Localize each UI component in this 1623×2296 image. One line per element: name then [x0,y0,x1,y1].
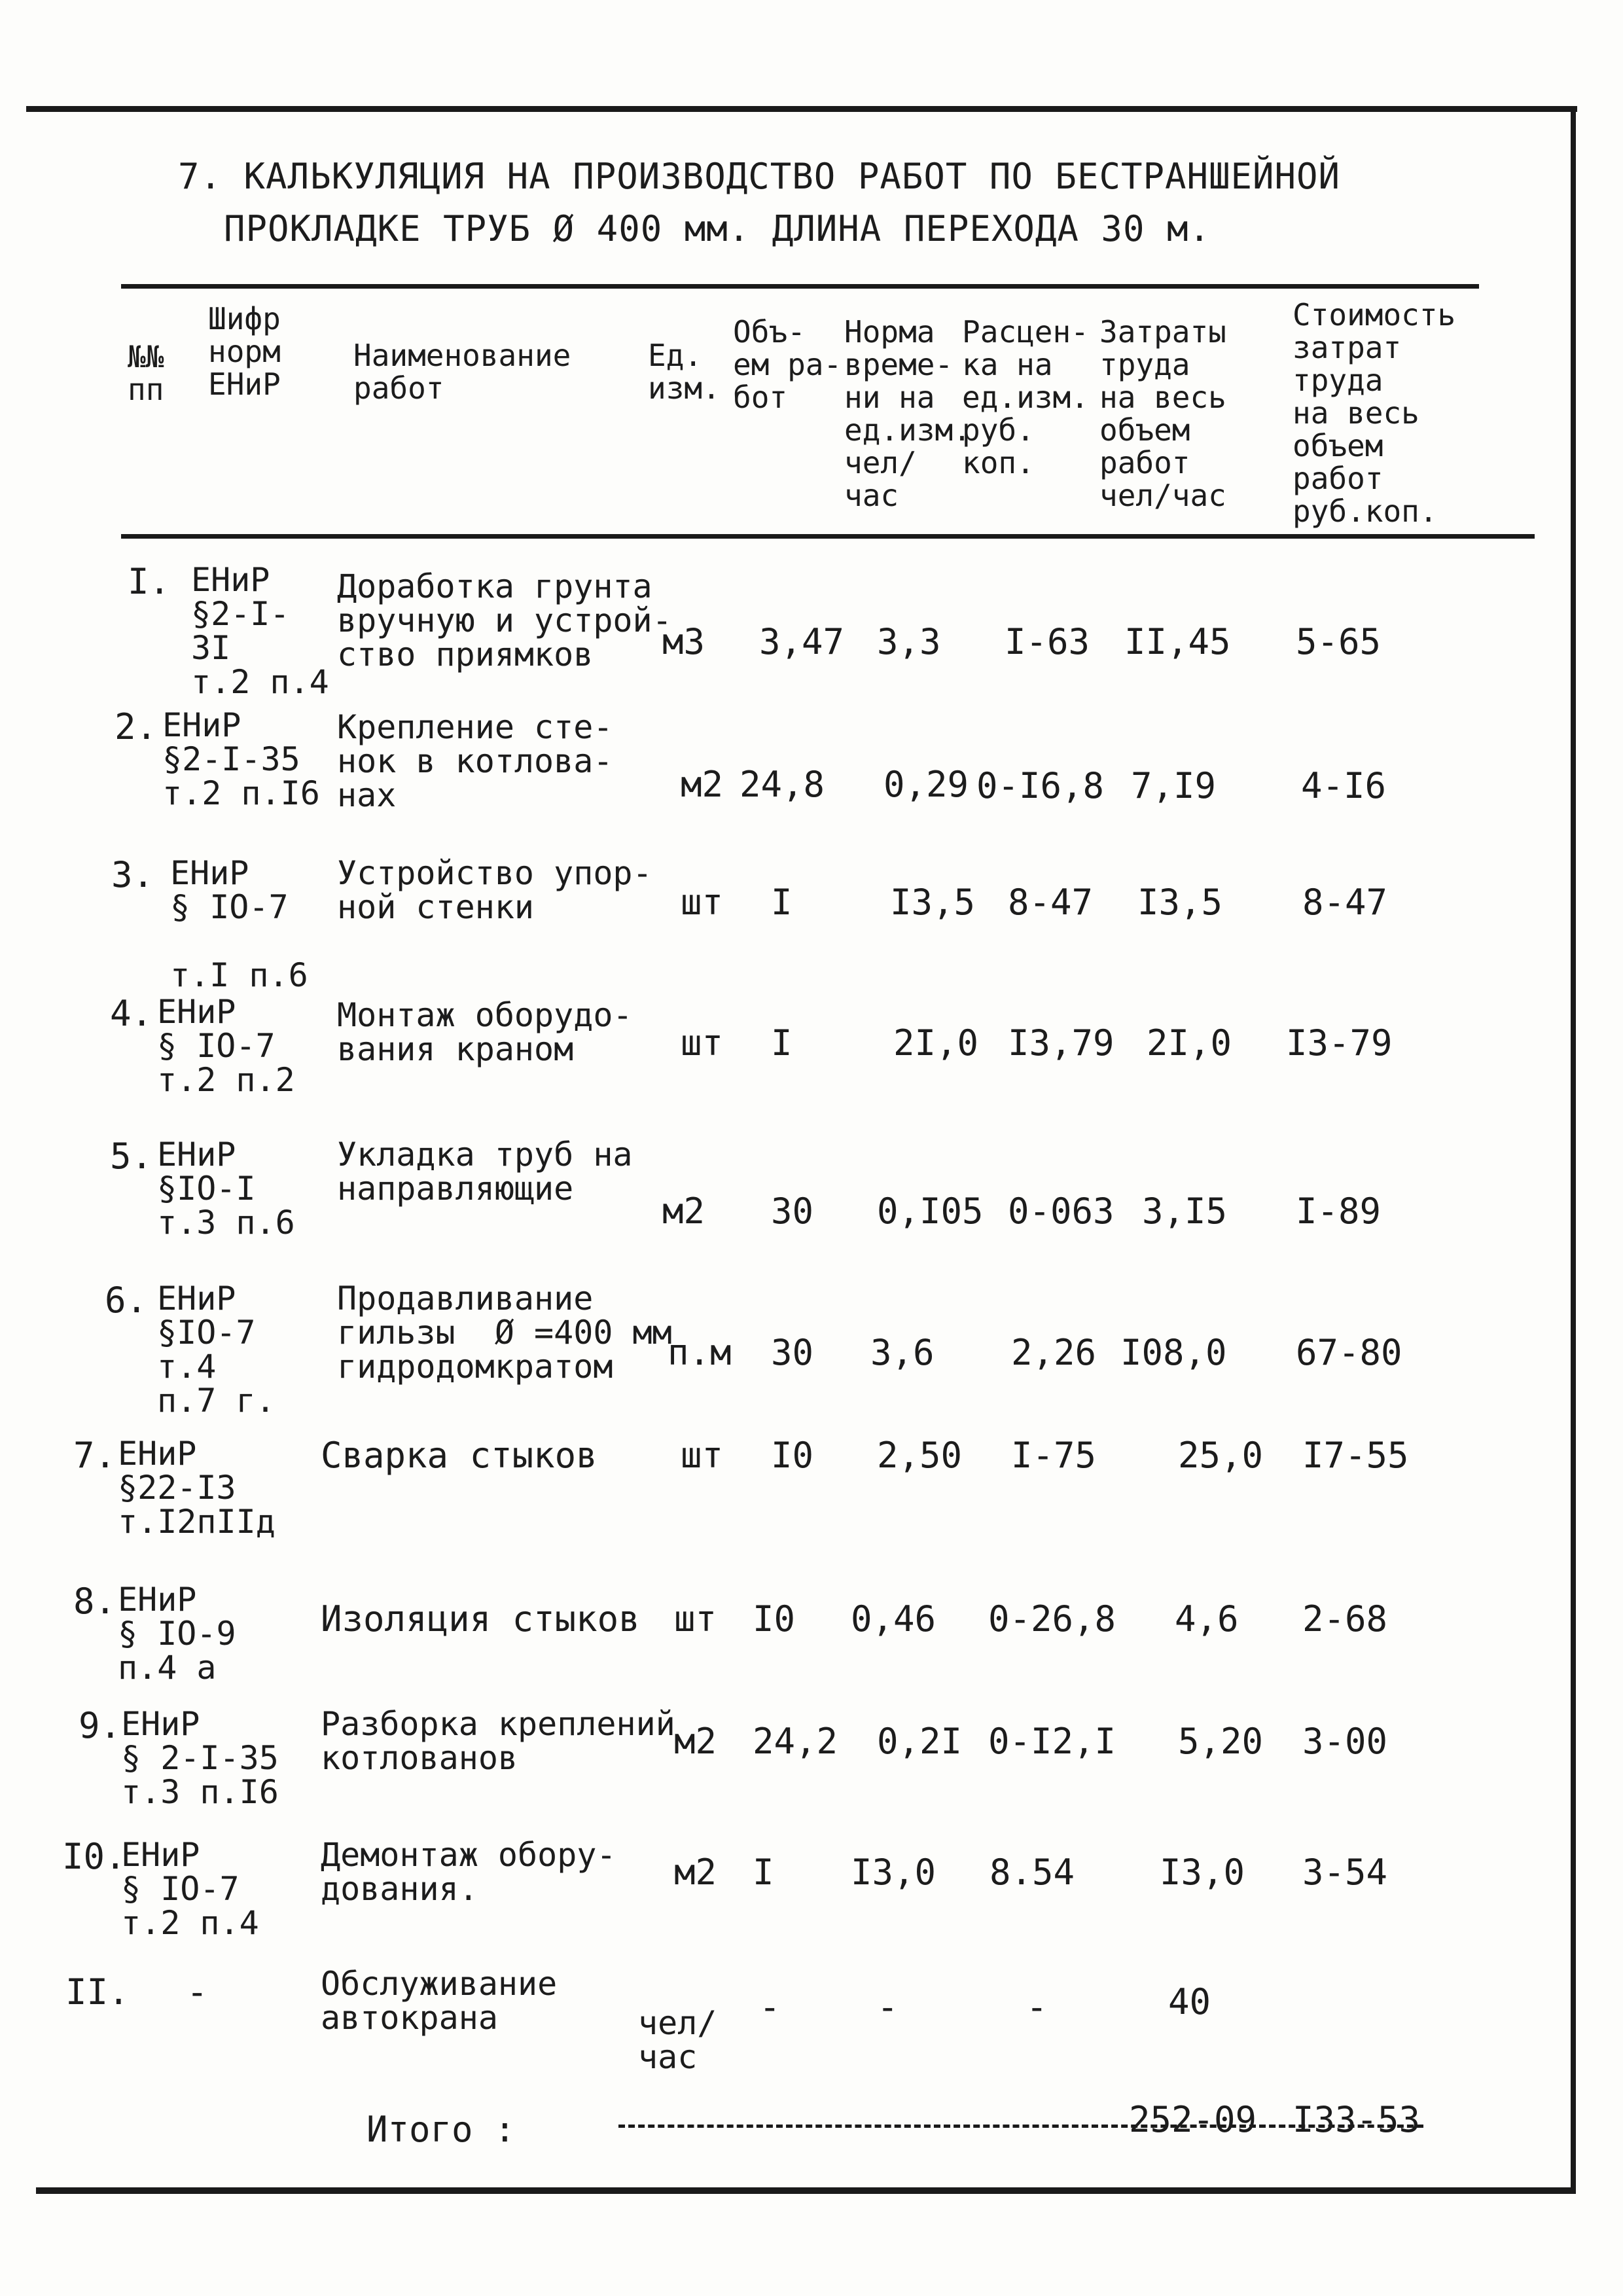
frame-top-border [26,106,1577,112]
row-6-cost: 67-80 [1296,1332,1402,1373]
row-1-rate: I-63 [1005,621,1090,662]
row-9-num: 9. [79,1705,122,1746]
row-4-norm: 2I,0 [893,1022,979,1064]
row-10-num: I0. [62,1836,126,1877]
row-9-cost: 3-00 [1302,1721,1388,1762]
row-2-norm: 0,29 [883,764,969,805]
header-labor: Затраты труда на весь объем работ чел/час [1099,314,1226,513]
row-9-norm: 0,2I [877,1721,963,1762]
row-3-name: Устройство упор- ной стенки [337,854,652,926]
row-2-code: ЕНиР §2-I-35 т.2 п.I6 [162,706,320,812]
row-6-rate: 2,26 [1011,1332,1097,1373]
header-bottom-rule [121,534,1535,539]
row-8-name: Изоляция стыков [321,1598,640,1640]
row-1-num: I. [128,561,171,602]
row-6-labor: I08,0 [1120,1332,1227,1373]
header-num: №№ пп [128,339,164,407]
row-5-labor: 3,I5 [1142,1191,1228,1232]
row-4-name: Монтаж оборудо- вания краном [337,996,633,1068]
row-9-code: ЕНиР § 2-I-35 т.3 п.I6 [121,1705,279,1811]
row-5-rate: 0-063 [1008,1191,1115,1232]
header-volume: Объ- ем ра- бот [733,314,842,415]
header-left-tick [121,536,160,539]
row-4-rate: I3,79 [1008,1022,1115,1064]
row-5-code: ЕНиР §IО-I т.3 п.6 [157,1136,295,1242]
row-1-code: ЕНиР §2-I- 3I т.2 п.4 [191,561,329,701]
total-labor: 252-09 [1129,2099,1257,2140]
row-11-code: - [187,1971,208,2013]
row-6-name: Продавливание гильзы Ø =400 мм гидродомкратом [337,1280,672,1386]
row-9-volume: 24,2 [753,1721,838,1762]
header-cost: Стоимость затрат труда на весь объем работ руб.коп. [1293,297,1456,529]
row-9-name: Разборка креплений котлованов [321,1705,675,1777]
title-line-2: ПРОКЛАДКЕ ТРУБ Ø 400 мм. ДЛИНА ПЕРЕХОДА 30 м. [224,208,1211,249]
row-4-cost: I3-79 [1286,1022,1393,1064]
row-10-labor: I3,0 [1160,1852,1245,1893]
row-2-rate: 0-I6,8 [976,765,1105,806]
row-10-norm: I3,0 [851,1852,936,1893]
row-4-volume: I [771,1022,793,1064]
row-3-rate: 8-47 [1008,882,1094,923]
row-3-num: 3. [111,854,154,895]
row-2-cost: 4-I6 [1301,765,1387,806]
row-5-norm: 0,I05 [877,1191,984,1232]
row-7-rate: I-75 [1011,1435,1097,1476]
title-line-1: 7. КАЛЬКУЛЯЦИЯ НА ПРОИЗВОДСТВО РАБОТ ПО БЕСТРАНШЕЙНОЙ [178,156,1341,197]
row-1-cost: 5-65 [1296,621,1382,662]
header-norm: Норма време- ни на ед.изм. чел/ час [844,314,971,513]
row-11-norm: - [877,1986,899,2028]
row-8-num: 8. [73,1581,116,1622]
row-8-labor: 4,6 [1175,1598,1239,1640]
row-3-cost: 8-47 [1302,882,1388,923]
row-3-volume: I [771,882,793,923]
row-11-rate: - [1026,1986,1048,2028]
header-rate: Расцен- ка на ед.изм. руб. коп. [962,314,1089,480]
row-2-name: Крепление сте- нок в котлова- нах [337,708,613,814]
row-2-labor: 7,I9 [1131,765,1217,806]
header-code: Шифр норм ЕНиР [208,301,281,402]
row-7-unit: шт [681,1435,724,1476]
header-name: Наименование работ [353,338,571,406]
row-1-norm: 3,3 [877,621,941,662]
total-cost: I33-53 [1293,2099,1421,2140]
row-5-name: Укладка труб на направляющие [337,1136,633,1208]
row-6-norm: 3,6 [870,1332,935,1373]
row-8-code: ЕНиР § IО-9 п.4 а [118,1581,236,1687]
row-10-unit: м2 [674,1852,717,1893]
row-3-labor: I3,5 [1137,882,1223,923]
row-11-num: II. [65,1971,130,2013]
row-4-num: 4. [110,993,153,1034]
row-5-unit: м2 [662,1191,705,1232]
row-5-volume: 30 [771,1191,814,1232]
row-4-labor: 2I,0 [1147,1022,1232,1064]
row-10-rate: 8.54 [990,1852,1075,1893]
row-8-volume: I0 [753,1598,796,1640]
row-8-cost: 2-68 [1302,1598,1388,1640]
row-6-num: 6. [105,1280,148,1321]
row-8-norm: 0,46 [851,1598,936,1640]
row-6-volume: 30 [771,1332,814,1373]
row-7-norm: 2,50 [877,1435,963,1476]
row-7-volume: I0 [771,1435,814,1476]
row-2-unit: м2 [681,764,724,805]
row-9-labor: 5,20 [1178,1721,1264,1762]
row-3-code: ЕНиР § IО-7 т.I п.6 [170,854,308,994]
row-2-volume: 24,8 [740,764,825,805]
total-label: Итого : [366,2109,516,2150]
row-1-labor: II,45 [1124,621,1231,662]
row-11-name: Обслуживание автокрана [321,1965,558,2037]
row-10-code: ЕНиР § IО-7 т.2 п.4 [121,1836,259,1942]
row-10-volume: I [753,1852,774,1893]
frame-bottom-border [36,2187,1574,2194]
header-unit: Ед. изм. [648,338,721,406]
row-7-code: ЕНиР §22-I3 т.I2пIIд [118,1435,276,1541]
row-7-labor: 25,0 [1178,1435,1264,1476]
row-2-num: 2. [115,706,158,747]
row-10-name: Демонтаж обору- дования. [321,1836,616,1908]
row-7-num: 7. [73,1435,116,1476]
row-4-code: ЕНиР § IО-7 т.2 п.2 [157,993,295,1099]
row-9-unit: м2 [674,1721,717,1762]
frame-right-border [1571,106,1576,2194]
row-7-cost: I7-55 [1302,1435,1409,1476]
row-7-name: Сварка стыков [321,1435,597,1476]
row-3-norm: I3,5 [890,882,976,923]
row-1-name: Доработка грунта вручную и устрой- ство приямков [337,567,672,673]
row-10-cost: 3-54 [1302,1852,1388,1893]
header-top-rule [121,284,1479,289]
row-1-unit: м3 [662,621,705,662]
row-5-num: 5. [110,1136,153,1177]
row-8-rate: 0-26,8 [988,1598,1116,1640]
row-11-volume: - [759,1986,781,2028]
row-9-rate: 0-I2,I [988,1721,1116,1762]
row-6-unit: п.м [668,1332,732,1373]
row-11-labor: 40 [1168,1981,1211,2022]
row-3-unit: шт [681,882,724,923]
row-5-cost: I-89 [1296,1191,1382,1232]
row-4-unit: шт [681,1022,724,1064]
row-8-unit: шт [674,1598,717,1640]
row-11-unit: чел/ час [638,2004,717,2076]
row-1-volume: 3,47 [759,621,845,662]
row-6-code: ЕНиР §IО-7 т.4 п.7 г. [157,1280,276,1420]
